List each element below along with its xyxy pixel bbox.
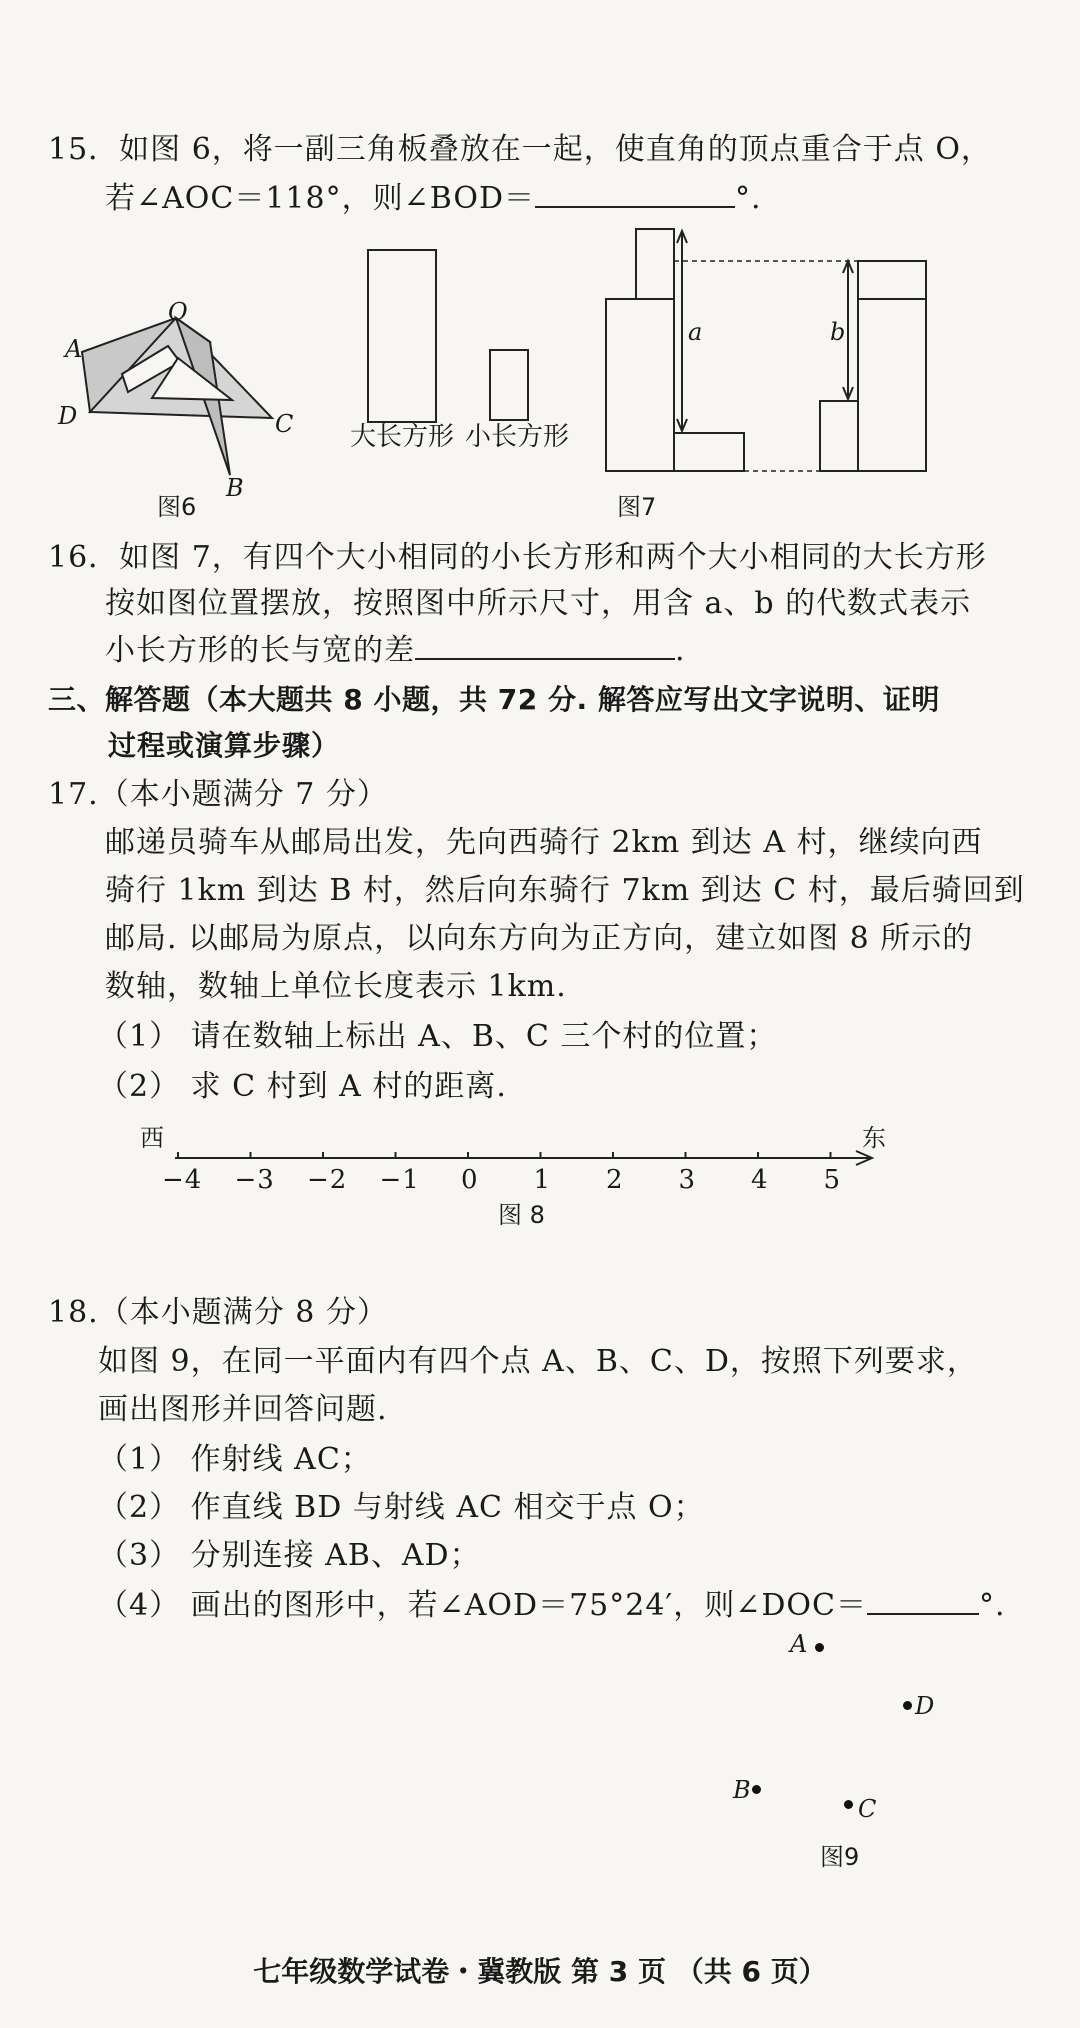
- number-line-tick-label: 2: [606, 1165, 624, 1195]
- q16-line3: [105, 630, 686, 671]
- fig9-caption: 图9: [820, 1843, 860, 1871]
- section3-heading-cont: 过程或演算步骤）: [108, 729, 341, 762]
- q17-p1: 邮递员骑车从邮局出发，先向西骑行 2km 到达 A 村，继续向西: [105, 825, 983, 860]
- small-rectangle-sample: [490, 350, 528, 420]
- big-rectangle-sample: [368, 250, 436, 422]
- fig8-west: 西: [140, 1124, 165, 1152]
- figure-7-legend: [350, 245, 550, 435]
- q18-p2: 画出图形并回答问题.: [98, 1392, 388, 1427]
- q18-sub4-end: °.: [978, 1588, 1006, 1623]
- q17-header: 17.（本小题满分 7 分）: [48, 777, 388, 812]
- small-rect-bottom-left: [674, 433, 744, 471]
- q17-p4: 数轴，数轴上单位长度表示 1km.: [105, 969, 567, 1004]
- big-rect-right: [858, 299, 926, 471]
- fig7-big-label: 大长方形: [350, 422, 455, 452]
- big-rect-left: [606, 299, 674, 471]
- small-rect-top-right: [858, 261, 926, 299]
- fig6-label-C: C: [275, 410, 294, 438]
- fig9-label-A: A: [790, 1630, 808, 1658]
- q15-answer-blank[interactable]: [535, 178, 735, 208]
- q16-line3-end: .: [675, 633, 686, 668]
- figure-7-arrangement: [600, 225, 940, 475]
- point-D: [903, 1701, 912, 1710]
- q18-sub4: [98, 1585, 1006, 1626]
- q16-answer-blank[interactable]: [415, 630, 675, 660]
- fig7-label-b: b: [830, 318, 846, 346]
- fig6-label-A: A: [65, 335, 83, 363]
- fig9-label-D: D: [915, 1692, 935, 1720]
- q18-header: 18.（本小题满分 8 分）: [48, 1295, 388, 1330]
- fig7-label-a: a: [688, 318, 703, 346]
- q17-p3: 邮局. 以邮局为原点，以向东方向为正方向，建立如图 8 所示的: [105, 921, 974, 956]
- q16-line2: 按如图位置摆放，按照图中所示尺寸，用含 a、b 的代数式表示: [105, 586, 972, 621]
- point-A: [815, 1643, 824, 1652]
- q18-p1: 如图 9，在同一平面内有四个点 A、B、C、D，按照下列要求，: [98, 1344, 978, 1379]
- figure-8-number-line: [170, 1138, 890, 1178]
- number-line-tick-label: 5: [823, 1165, 842, 1195]
- small-rect-bottom-right: [820, 401, 858, 471]
- number-line-tick-label: −3: [234, 1165, 275, 1195]
- number-line-tick-label: 1: [533, 1165, 552, 1195]
- q15-line1: 15．如图 6，将一副三角板叠放在一起，使直角的顶点重合于点 O，: [48, 132, 992, 167]
- q16-line3-text: 小长方形的长与宽的差: [105, 633, 415, 668]
- fig9-label-C: C: [858, 1795, 877, 1823]
- fig9-label-B: B: [733, 1776, 751, 1804]
- q17-sub2: （2） 求 C 村到 A 村的距离.: [98, 1069, 507, 1104]
- q15-line2-text: 若∠AOC＝118°，则∠BOD＝: [105, 181, 535, 216]
- number-line-tick-label: −4: [162, 1165, 203, 1195]
- section3-heading: 三、解答题（本大题共 8 小题，共 72 分. 解答应写出文字说明、证明: [48, 683, 940, 716]
- q17-p2: 骑行 1km 到达 B 村，然后向东骑行 7km 到达 C 村，最后骑回到: [105, 873, 1025, 908]
- number-line-tick-label: −1: [379, 1165, 420, 1195]
- q18-sub4-text: （4） 画出的图形中，若∠AOD＝75°24′，则∠DOC＝: [98, 1588, 867, 1623]
- page-footer: 七年级数学试卷・冀教版 第 3 页 （共 6 页）: [253, 1955, 827, 1988]
- fig8-east: 东: [862, 1124, 887, 1152]
- fig6-caption: 图6: [157, 493, 197, 521]
- fig6-label-B: B: [226, 474, 244, 502]
- number-line-tick-label: 0: [461, 1165, 479, 1195]
- point-B: [752, 1785, 761, 1794]
- q18-sub3: （3） 分别连接 AB、AD；: [98, 1538, 481, 1573]
- fig7-caption: 图7: [617, 493, 657, 521]
- fig6-label-D: D: [58, 402, 78, 430]
- point-C: [844, 1800, 853, 1809]
- q18-sub2: （2） 作直线 BD 与射线 AC 相交于点 O；: [98, 1490, 705, 1525]
- q15-line2: [105, 178, 762, 219]
- number-line-tick-label: −2: [307, 1165, 348, 1195]
- fig7-small-label: 小长方形: [465, 422, 570, 452]
- small-rect-top-left: [636, 229, 674, 299]
- q18-answer-blank[interactable]: [867, 1585, 979, 1615]
- q16-line1: 16．如图 7，有四个大小相同的小长方形和两个大小相同的大长方形: [48, 540, 987, 575]
- fig6-label-O: O: [168, 298, 188, 326]
- q15-line2-end: °.: [735, 181, 762, 216]
- figure-6: [60, 300, 320, 490]
- q18-sub1: （1） 作射线 AC；: [98, 1442, 372, 1477]
- q17-sub1: （1） 请在数轴上标出 A、B、C 三个村的位置；: [98, 1019, 778, 1054]
- number-line-tick-label: 4: [751, 1165, 769, 1195]
- fig8-caption: 图 8: [498, 1201, 545, 1229]
- number-line-tick-label: 3: [678, 1165, 697, 1195]
